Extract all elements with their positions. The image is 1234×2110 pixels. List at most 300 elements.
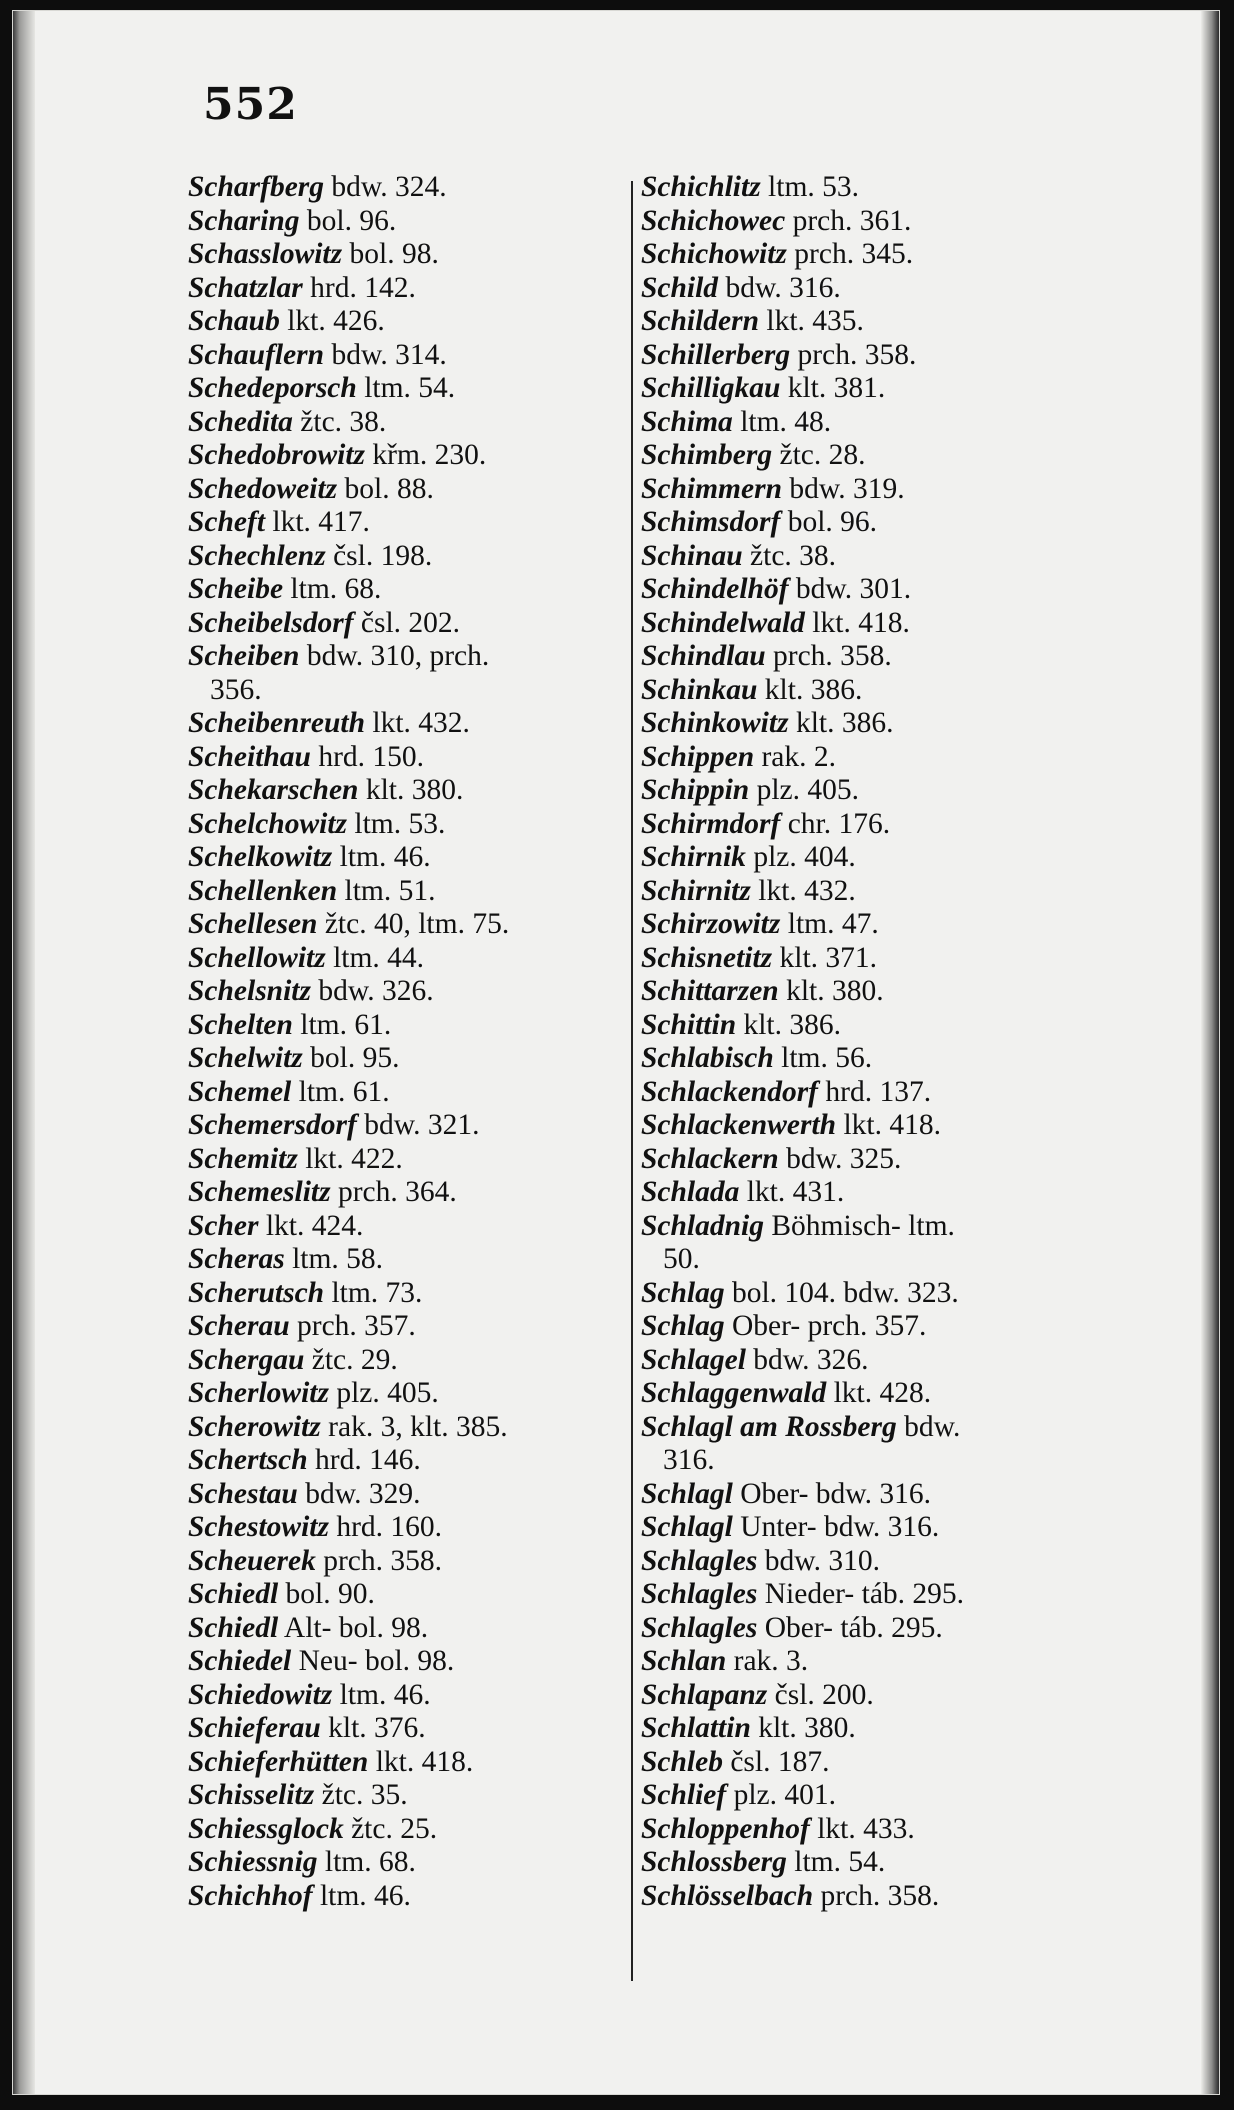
place-name: Schiedel [188, 1645, 292, 1677]
place-reference: žtc. 29. [311, 1343, 398, 1376]
place-reference: ltm. 46. [339, 1678, 431, 1711]
index-entry [188, 1545, 618, 1579]
place-name: Schlada [641, 1176, 740, 1208]
index-entry [188, 1109, 618, 1143]
index-entry [641, 272, 1111, 306]
place-reference: klt. 380. [758, 1712, 856, 1744]
index-entry [641, 1109, 1111, 1143]
index-entry [188, 1712, 618, 1746]
index-entry [641, 1880, 1111, 1914]
place-name: Scheiben [188, 640, 300, 672]
place-name: Schlagl [641, 1511, 733, 1543]
place-name: Schindlau [641, 640, 766, 672]
place-reference: bol. 88. [344, 472, 434, 505]
index-entry [641, 875, 1111, 909]
place-name: Scharing [188, 204, 300, 237]
place-reference: prch. 357. [297, 1310, 416, 1342]
place-name: Schild [641, 271, 719, 304]
index-entry [188, 1880, 618, 1914]
index-entry [641, 1746, 1111, 1780]
place-name: Schimberg [641, 439, 773, 471]
index-entry [188, 372, 618, 406]
place-name: Schelkowitz [188, 841, 333, 873]
place-name: Schlabisch [641, 1042, 774, 1074]
place-reference: ltm. 68. [290, 573, 382, 605]
place-name: Scheibelsdorf [188, 606, 354, 639]
place-reference: lkt. 432. [758, 874, 856, 907]
index-entry [188, 1578, 618, 1612]
place-name: Schima [641, 405, 733, 438]
index-entry [641, 640, 1111, 674]
place-reference: lkt. 428. [833, 1377, 932, 1409]
book-page [12, 10, 1220, 2095]
place-reference: bdw. 310, prch. [306, 640, 490, 672]
index-entry [188, 1478, 618, 1512]
index-entry [188, 238, 618, 272]
place-name: Schasslowitz [188, 238, 343, 270]
index-entry [188, 439, 618, 473]
place-name: Schlan [641, 1645, 727, 1677]
place-name: Scher [188, 1209, 259, 1242]
index-entry [641, 607, 1111, 641]
place-reference: klt. 381. [787, 372, 886, 404]
place-name: Schinkau [641, 673, 758, 706]
place-name: Schlaggenwald [641, 1377, 827, 1409]
place-name: Schlapanz [641, 1678, 768, 1711]
place-name: Schirnitz [641, 874, 751, 907]
place-reference: lkt. 432. [372, 707, 470, 739]
index-entry [641, 339, 1111, 373]
place-name: Schelwitz [188, 1042, 303, 1074]
index-entry [641, 1545, 1111, 1579]
place-name: Schichhof [188, 1879, 313, 1912]
place-name: Schindelhöf [641, 573, 789, 605]
place-name: Schemitz [188, 1142, 298, 1175]
place-name: Schestowitz [188, 1511, 329, 1543]
place-name: Schlagel [641, 1343, 746, 1376]
index-entry [641, 942, 1111, 976]
index-entry [188, 339, 618, 373]
page-number: 552 [203, 79, 298, 130]
place-name: Schlief [641, 1779, 727, 1811]
index-entry [641, 975, 1111, 1009]
place-name: Schisselitz [188, 1779, 315, 1811]
place-name: Schauflern [188, 338, 325, 371]
place-reference: rak. 3, klt. 385. [328, 1410, 508, 1443]
index-entry [188, 1277, 618, 1311]
right-column [641, 171, 1111, 1913]
index-entry [641, 707, 1111, 741]
index-entry [188, 741, 618, 775]
index-entry [188, 908, 618, 942]
place-name: Schlag [641, 1276, 725, 1309]
index-entry [188, 1143, 618, 1177]
index-entry [641, 1210, 1111, 1277]
index-entry [641, 1344, 1111, 1378]
index-entry [641, 1478, 1111, 1512]
place-reference: žtc. 38. [750, 539, 837, 572]
index-entry [188, 1377, 618, 1411]
place-name: Schimmern [641, 472, 782, 505]
place-reference: prch. 358. [773, 640, 892, 672]
place-name: Schlagl am Rossberg [641, 1410, 897, 1443]
index-entry [641, 573, 1111, 607]
place-reference: klt. 371. [779, 941, 878, 974]
place-name: Scherutsch [188, 1276, 325, 1309]
place-reference: klt. 376. [328, 1712, 426, 1744]
place-name: Schedoweitz [188, 472, 338, 505]
index-entry [188, 1612, 618, 1646]
index-entry [641, 1176, 1111, 1210]
place-reference: chr. 176. [787, 807, 891, 840]
place-reference: čsl. 200. [774, 1678, 874, 1711]
place-reference: hrd. 142. [310, 271, 416, 304]
place-reference: ltm. 53. [354, 807, 446, 840]
place-reference: ltm. 46. [319, 1879, 411, 1912]
index-entry [188, 808, 618, 842]
place-name: Schemeslitz [188, 1176, 331, 1208]
place-name: Schiessnig [188, 1846, 318, 1878]
place-reference: prch. 358. [820, 1879, 940, 1912]
index-entry [641, 1645, 1111, 1679]
place-name: Schladnig [641, 1209, 764, 1242]
place-reference: bdw. 325. [786, 1142, 902, 1175]
place-name: Schedobrowitz [188, 439, 366, 471]
index-entry [188, 1176, 618, 1210]
place-name: Scheibenreuth [188, 707, 366, 739]
place-reference: lkt. 426. [287, 305, 385, 337]
index-entry [641, 372, 1111, 406]
place-reference: rak. 3. [733, 1645, 809, 1677]
place-name: Schimsdorf [641, 506, 781, 538]
place-reference: hrd. 160. [336, 1511, 443, 1543]
index-entry [641, 1009, 1111, 1043]
place-name: Schiedl [188, 1578, 279, 1610]
place-reference: žtc. 40, ltm. 75. [324, 908, 510, 940]
place-reference: hrd. 137. [825, 1075, 932, 1108]
place-name: Schieferau [188, 1712, 321, 1744]
place-name: Schellenken [188, 874, 338, 907]
place-name: Schaub [188, 305, 280, 337]
index-entry [641, 1813, 1111, 1847]
place-name: Schichlitz [641, 171, 761, 203]
place-name: Scheithau [188, 740, 311, 773]
place-name: Schichowitz [641, 238, 787, 270]
index-entry [188, 506, 618, 540]
index-entry [188, 305, 618, 339]
place-reference: bdw. [904, 1410, 961, 1443]
place-name: Scherowitz [188, 1410, 321, 1443]
place-reference: lkt. 418. [843, 1109, 941, 1141]
index-entry [188, 1310, 618, 1344]
place-name: Schiessglock [188, 1812, 344, 1845]
place-name: Schilligkau [641, 372, 781, 404]
place-name: Schedita [188, 405, 293, 438]
index-entry [188, 1779, 618, 1813]
index-entry [188, 1645, 618, 1679]
index-entry [641, 1712, 1111, 1746]
place-name: Schlagles [641, 1578, 758, 1610]
index-entry [641, 1679, 1111, 1713]
place-reference: čsl. 198. [333, 539, 433, 572]
place-name: Schedeporsch [188, 372, 357, 404]
place-name: Schlagl [641, 1477, 733, 1510]
index-entry [641, 473, 1111, 507]
index-entry [188, 473, 618, 507]
place-reference: bdw. 319. [789, 472, 905, 505]
index-entry [641, 1143, 1111, 1177]
place-reference: lkt. 431. [746, 1176, 845, 1208]
index-entry [641, 1511, 1111, 1545]
place-reference: bdw. 310. [764, 1544, 881, 1577]
index-entry [188, 774, 618, 808]
place-reference: klt. 386. [743, 1008, 842, 1041]
index-entry [641, 1277, 1111, 1311]
place-name: Schlattin [641, 1712, 751, 1744]
index-entry [188, 1679, 618, 1713]
place-reference: lkt. 418. [812, 606, 910, 639]
place-name: Schechlenz [188, 539, 326, 572]
place-reference: bol. 98. [349, 238, 439, 270]
place-name: Scheuerek [188, 1544, 316, 1577]
index-entry [188, 875, 618, 909]
place-name: Schelchowitz [188, 807, 347, 840]
index-entry [188, 573, 618, 607]
index-entry [641, 1377, 1111, 1411]
page-left-edge [13, 11, 35, 2094]
place-name: Schirmdorf [641, 807, 781, 840]
place-reference: bdw. 329. [305, 1477, 421, 1510]
index-entry [641, 540, 1111, 574]
page-right-edge [1201, 11, 1219, 2094]
place-name: Schemersdorf [188, 1109, 357, 1141]
index-entry [188, 841, 618, 875]
place-reference: Böhmisch- ltm. [771, 1209, 955, 1242]
place-reference: prch. 345. [794, 238, 914, 270]
place-name: Schiedowitz [188, 1678, 333, 1711]
index-entry [641, 1846, 1111, 1880]
place-reference: prch. 358. [797, 338, 917, 371]
index-entry [641, 439, 1111, 473]
place-name: Schlackern [641, 1142, 779, 1175]
index-entry [188, 1009, 618, 1043]
place-reference: plz. 404. [753, 841, 856, 873]
place-reference: ltm. 53. [768, 171, 860, 203]
index-entry [188, 1813, 618, 1847]
place-name: Schellesen [188, 908, 318, 940]
index-entry [188, 406, 618, 440]
reference-continuation: 50. [663, 1243, 700, 1275]
index-entry [188, 1411, 618, 1445]
place-reference: bdw. 301. [795, 573, 912, 605]
place-reference: bol. 90. [285, 1578, 375, 1610]
place-reference: Unter- bdw. 316. [740, 1511, 940, 1543]
place-reference: hrd. 146. [315, 1444, 421, 1476]
place-reference: čsl. 187. [730, 1745, 830, 1778]
place-reference: bdw. 321. [364, 1109, 480, 1141]
place-name: Schlagles [641, 1544, 758, 1577]
place-reference: Neu- bol. 98. [298, 1645, 455, 1677]
index-entry [188, 205, 618, 239]
index-entry [188, 1511, 618, 1545]
place-name: Schestau [188, 1477, 298, 1510]
place-name: Schertsch [188, 1444, 308, 1476]
place-reference: bdw. 314. [331, 338, 447, 371]
index-entry [641, 674, 1111, 708]
reference-continuation: 316. [663, 1444, 715, 1476]
place-name: Schittarzen [641, 975, 779, 1007]
index-entry [641, 305, 1111, 339]
place-reference: bdw. 316. [725, 271, 841, 304]
place-name: Scherlowitz [188, 1377, 329, 1409]
place-reference: prch. 361. [792, 204, 912, 237]
place-name: Schildern [641, 305, 760, 337]
index-entry [641, 1076, 1111, 1110]
place-reference: lkt. 418. [375, 1745, 474, 1778]
index-entry [641, 171, 1111, 205]
index-entry [188, 707, 618, 741]
place-reference: Ober- prch. 357. [731, 1310, 927, 1342]
place-name: Schichowec [641, 204, 786, 237]
place-name: Schiedl [188, 1611, 279, 1644]
place-name: Schelsnitz [188, 975, 311, 1007]
index-entry [641, 841, 1111, 875]
place-name: Schellowitz [188, 941, 326, 974]
index-entry [188, 1746, 618, 1780]
place-reference: ltm. 46. [339, 841, 431, 873]
place-name: Schlösselbach [641, 1879, 814, 1912]
place-name: Schippin [641, 774, 750, 806]
place-name: Schlackendorf [641, 1075, 818, 1108]
place-reference: ltm. 73. [331, 1276, 423, 1309]
place-reference: ltm. 44. [333, 941, 425, 974]
place-reference: ltm. 58. [292, 1243, 384, 1275]
place-name: Schloppenhof [641, 1812, 810, 1845]
place-reference: lkt. 424. [265, 1209, 364, 1242]
index-entry [641, 1411, 1111, 1478]
place-reference: klt. 386. [764, 673, 863, 706]
place-reference: bdw. 326. [318, 975, 434, 1007]
place-name: Schisnetitz [641, 941, 773, 974]
place-reference: bol. 96. [787, 506, 878, 538]
place-reference: lkt. 435. [766, 305, 864, 337]
index-entry [188, 1042, 618, 1076]
index-entry [188, 1846, 618, 1880]
index-entry [188, 640, 618, 707]
index-entry [188, 540, 618, 574]
place-reference: ltm. 61. [298, 1075, 390, 1108]
place-reference: Alt- bol. 98. [283, 1611, 429, 1644]
index-entry [641, 506, 1111, 540]
place-reference: prch. 364. [337, 1176, 457, 1208]
index-entry [641, 741, 1111, 775]
place-reference: ltm. 61. [300, 1008, 392, 1041]
place-name: Schippen [641, 740, 755, 773]
place-reference: ltm. 56. [781, 1042, 873, 1074]
place-name: Schieferhütten [188, 1745, 369, 1778]
place-reference: klt. 380. [786, 975, 884, 1007]
index-entry [188, 975, 618, 1009]
place-name: Schlossberg [641, 1846, 787, 1878]
index-entry [641, 1578, 1111, 1612]
place-reference: lkt. 433. [817, 1812, 915, 1845]
index-entry [188, 607, 618, 641]
place-reference: lkt. 417. [272, 506, 370, 538]
place-name: Schirnik [641, 841, 746, 873]
place-name: Schlag [641, 1310, 725, 1342]
index-entry [641, 1612, 1111, 1646]
index-entry [188, 1210, 618, 1244]
place-reference: ltm. 51. [344, 874, 436, 907]
index-entry [641, 238, 1111, 272]
place-name: Scheibe [188, 573, 284, 605]
place-name: Scheras [188, 1243, 285, 1275]
place-reference: Nieder- táb. 295. [764, 1578, 965, 1610]
index-entry [188, 1444, 618, 1478]
place-reference: čsl. 202. [360, 606, 461, 639]
index-entry [188, 1243, 618, 1277]
place-reference: hrd. 150. [318, 740, 425, 773]
place-name: Schleb [641, 1745, 723, 1778]
place-reference: bdw. 326. [753, 1343, 869, 1376]
index-entry [641, 205, 1111, 239]
place-reference: ltm. 68. [324, 1846, 416, 1878]
place-name: Schekarschen [188, 774, 359, 806]
place-reference: prch. 358. [323, 1544, 442, 1577]
place-reference: žtc. 35. [321, 1779, 408, 1811]
place-name: Schillerberg [641, 338, 791, 371]
place-reference: křm. 230. [372, 439, 487, 471]
place-name: Schelten [188, 1008, 293, 1041]
index-entry [641, 908, 1111, 942]
place-name: Schatzlar [188, 271, 303, 304]
place-reference: klt. 380. [365, 774, 464, 806]
index-entry [641, 1042, 1111, 1076]
place-reference: klt. 386. [795, 707, 894, 739]
place-name: Schlagles [641, 1611, 758, 1644]
left-column [188, 171, 618, 1913]
place-reference: Ober- táb. 295. [764, 1611, 943, 1644]
place-name: Scherau [188, 1310, 290, 1342]
index-entry [641, 774, 1111, 808]
index-entry [641, 406, 1111, 440]
index-entry [641, 808, 1111, 842]
place-name: Schergau [188, 1343, 305, 1376]
place-name: Schinkowitz [641, 707, 789, 739]
place-reference: plz. 405. [336, 1377, 439, 1409]
reference-continuation: 356. [210, 673, 262, 706]
place-reference: žtc. 25. [351, 1812, 438, 1845]
index-entry [188, 171, 618, 205]
place-reference: bdw. 324. [331, 171, 447, 203]
place-reference: bol. 96. [306, 204, 397, 237]
place-reference: rak. 2. [761, 740, 837, 773]
index-entry [188, 942, 618, 976]
place-reference: ltm. 48. [740, 405, 832, 438]
place-reference: žtc. 28. [779, 439, 866, 471]
place-name: Schinau [641, 539, 743, 572]
place-reference: Ober- bdw. 316. [740, 1477, 932, 1510]
place-reference: žtc. 38. [300, 405, 387, 438]
index-entry [188, 1076, 618, 1110]
place-reference: lkt. 422. [305, 1142, 403, 1175]
place-reference: plz. 401. [733, 1779, 837, 1811]
place-reference: ltm. 54. [794, 1846, 886, 1878]
place-reference: ltm. 54. [364, 372, 456, 404]
place-reference: bol. 95. [310, 1042, 400, 1074]
index-entry [641, 1310, 1111, 1344]
place-name: Schittin [641, 1008, 737, 1041]
